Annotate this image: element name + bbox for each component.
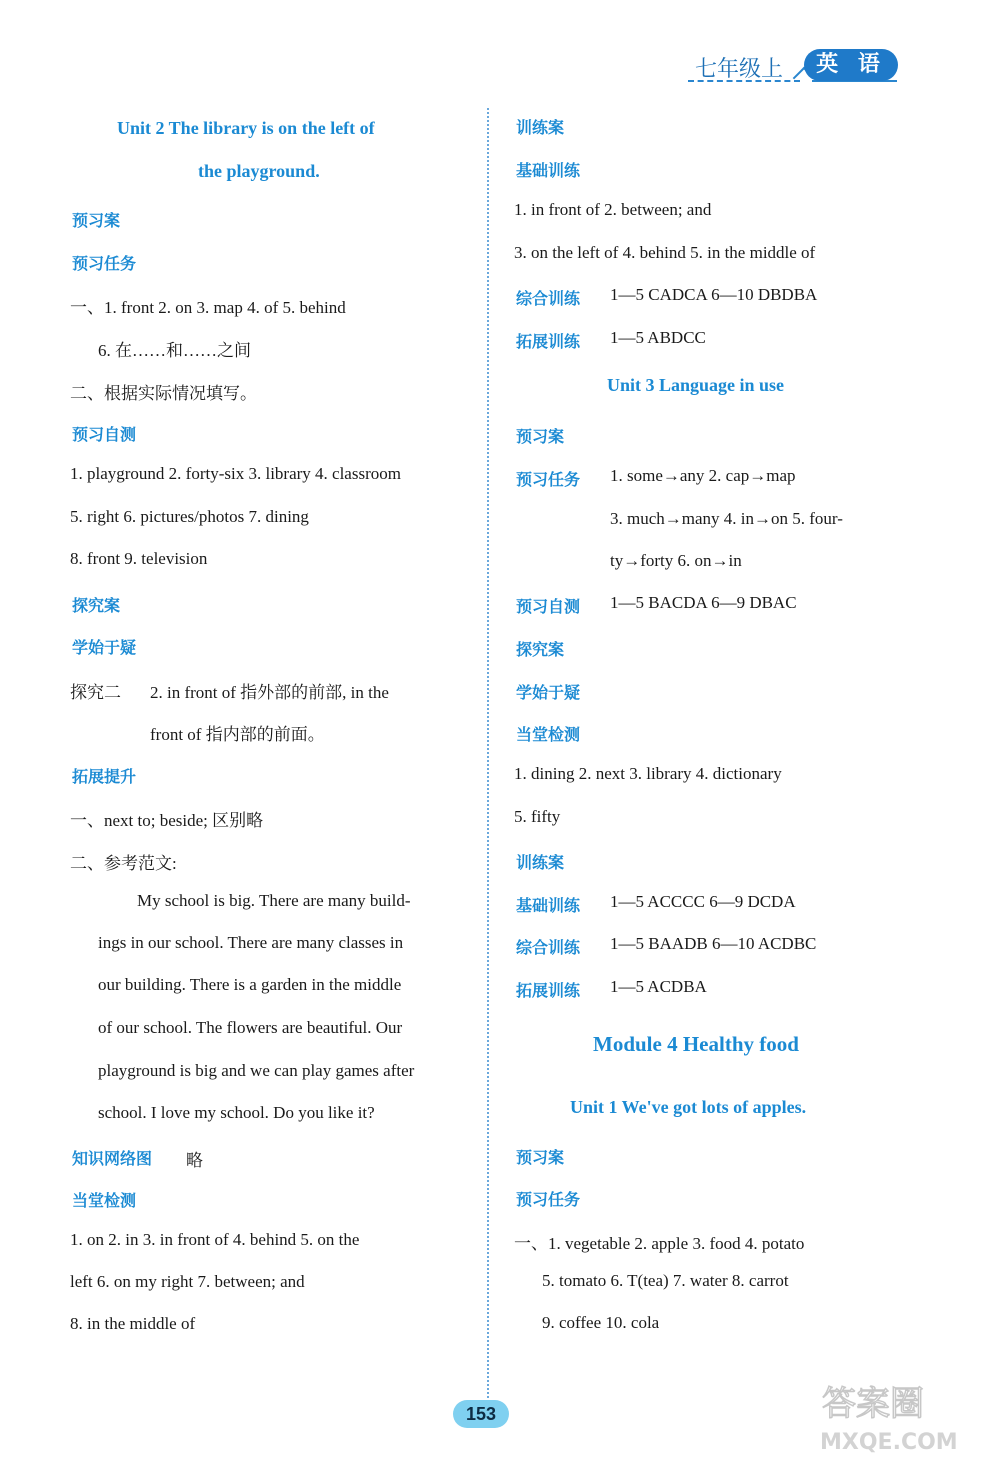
answer-line: 1—5 BACDA 6—9 DBAC [610, 593, 797, 612]
answer-line: 1. on 2. in 3. in front of 4. behind 5. on the [70, 1230, 360, 1249]
unit-title-cont: the playground. [198, 161, 320, 181]
answer-line: 1—5 ACCCC 6—9 DCDA [610, 892, 796, 911]
answer-line: 1—5 CADCA 6—10 DBDBA [610, 285, 818, 304]
answer-line: 1. dining 2. next 3. library 4. dictionary [514, 764, 782, 783]
answer-line: 5. tomato 6. T(tea) 7. water 8. carrot [542, 1271, 789, 1290]
answer-line: left 6. on my right 7. between; and [70, 1272, 305, 1291]
answer-label: 探究二 [70, 683, 121, 702]
answer-line: 5. fifty [514, 807, 561, 826]
answer-line: 1. in front of 2. between; and [514, 200, 712, 219]
answer-line: 一、next to; beside; 区别略 [70, 811, 264, 830]
section-heading: 训练案 [516, 118, 565, 137]
answer-line: 6. 在……和……之间 [98, 341, 251, 360]
essay-line: ings in our school. There are many classes in [98, 933, 404, 952]
answer-line: 8. in the middle of [70, 1314, 196, 1333]
section-heading: 学始于疑 [72, 638, 137, 657]
answer-line: 1—5 ABDCC [610, 328, 706, 347]
column-divider [487, 108, 489, 1398]
answer-line: 3. on the left of 4. behind 5. in the middle of [514, 243, 816, 262]
section-heading: 拓展提升 [72, 767, 137, 786]
answer-line: 一、1. vegetable 2. apple 3. food 4. potato [514, 1234, 805, 1253]
unit-title: Unit 2 The library is on the left of [117, 118, 375, 138]
section-heading: 综合训练 [516, 938, 581, 957]
section-heading: 学始于疑 [516, 683, 581, 702]
section-heading: 综合训练 [516, 289, 581, 308]
answer-line: 2. in front of 指外部的前部, in the [150, 683, 389, 702]
essay-line: My school is big. There are many build- [137, 891, 411, 910]
page-number: 153 [453, 1400, 509, 1428]
section-heading: 拓展训练 [516, 981, 581, 1000]
section-heading: 预习任务 [516, 1190, 581, 1209]
answer-line: 二、参考范文: [70, 854, 177, 873]
answer-line: 8. front 9. television [70, 549, 208, 568]
answer-line: 1—5 BAADB 6—10 ACDBC [610, 934, 817, 953]
answer-line: 9. coffee 10. cola [542, 1313, 660, 1332]
section-heading: 探究案 [72, 596, 121, 615]
answer-line: 1—5 ACDBA [610, 977, 707, 996]
essay-line: our building. There is a garden in the middle [98, 975, 402, 994]
watermark-logo [812, 1375, 992, 1455]
subject-badge: 英 语 [804, 49, 898, 81]
unit-title: Unit 1 We've got lots of apples. [570, 1097, 807, 1117]
answer-line: 二、根据实际情况填写。 [70, 384, 257, 403]
essay-line: school. I love my school. Do you like it? [98, 1103, 375, 1122]
section-heading: 预习任务 [516, 470, 581, 489]
answer-line: 1. some→any 2. cap→map [610, 466, 796, 485]
watermark-bottom: MXQE.COM [820, 1430, 958, 1455]
section-heading: 拓展训练 [516, 332, 581, 351]
section-heading: 当堂检测 [72, 1191, 137, 1210]
answer-line: 3. much→many 4. in→on 5. four- [610, 509, 843, 528]
section-heading: 预习案 [516, 427, 565, 446]
answer-line: ty→forty 6. on→in [610, 551, 742, 570]
section-heading: 当堂检测 [516, 725, 581, 744]
section-heading: 预习自测 [516, 597, 581, 616]
module-title: Module 4 Healthy food [593, 1032, 799, 1056]
section-heading: 探究案 [516, 640, 565, 659]
section-heading: 知识网络图 [72, 1149, 153, 1168]
answer-line: 1. playground 2. forty-six 3. library 4. classroom [70, 464, 401, 483]
answer-line: 一、1. front 2. on 3. map 4. of 5. behind [70, 298, 346, 317]
answer-line: 略 [186, 1151, 203, 1170]
essay-line: playground is big and we can play games after [98, 1061, 415, 1080]
watermark-top: 答案圈 [822, 1384, 924, 1424]
answer-line: 5. right 6. pictures/photos 7. dining [70, 507, 309, 526]
unit-title: Unit 3 Language in use [607, 375, 785, 395]
section-heading: 训练案 [516, 853, 565, 872]
section-heading: 预习自测 [72, 425, 137, 444]
answer-line: front of 指内部的前面。 [150, 725, 325, 744]
header-rule [688, 80, 800, 82]
section-heading: 基础训练 [516, 896, 581, 915]
section-heading: 预习案 [72, 211, 121, 230]
essay-line: of our school. The flowers are beautiful. Our [98, 1018, 403, 1037]
section-heading: 预习任务 [72, 254, 137, 273]
section-heading: 预习案 [516, 1148, 565, 1167]
grade-label: 七年级上 [695, 56, 784, 81]
section-heading: 基础训练 [516, 161, 581, 180]
